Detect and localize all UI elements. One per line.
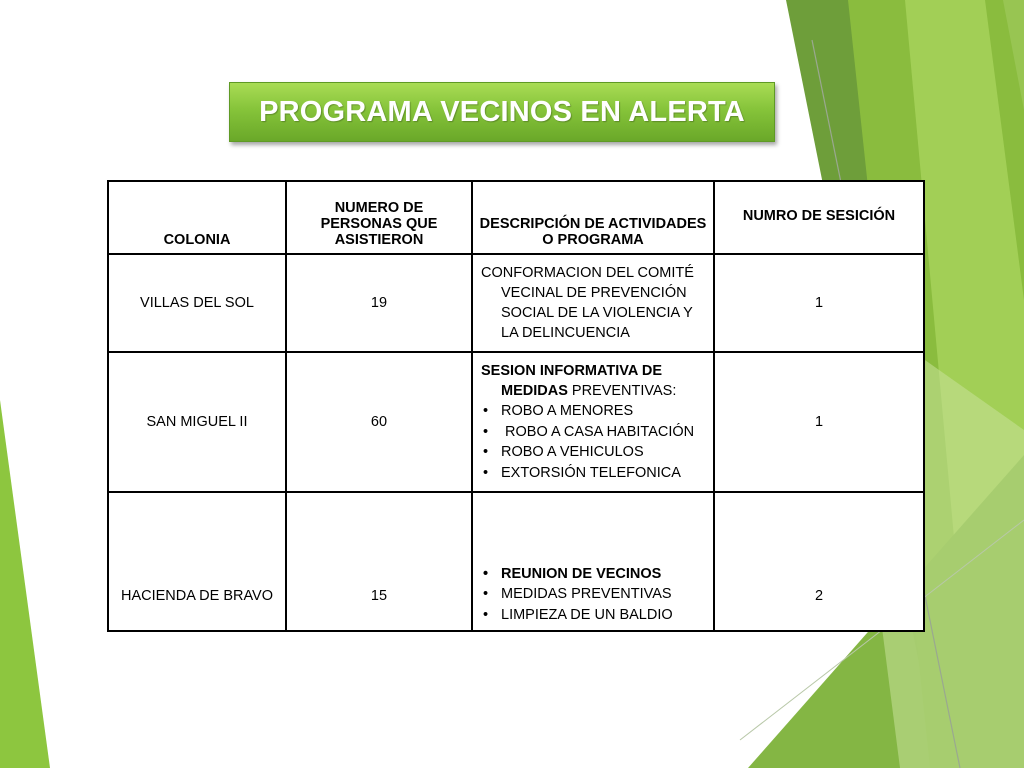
cell-colonia: HACIENDA DE BRAVO bbox=[108, 492, 286, 631]
table-header-row bbox=[108, 181, 924, 254]
descripcion-text: CONFORMACION DEL COMITÉ VECINAL DE PREVENCIÓN SOCIAL DE LA VIOLENCIA Y LA DELINCUENCIA bbox=[481, 265, 694, 341]
list-item: • ROBO A VEHICULOS bbox=[481, 442, 705, 463]
cell-colonia: SAN MIGUEL II bbox=[108, 352, 286, 492]
list-item: • LIMPIEZA DE UN BALDIO bbox=[481, 605, 705, 626]
list-item: • ROBO A MENORES bbox=[481, 401, 705, 422]
list-item: • REUNION DE VECINOS bbox=[481, 564, 705, 585]
cell-personas: 15 bbox=[286, 492, 472, 631]
cell-descripcion bbox=[472, 492, 714, 631]
table-row bbox=[108, 254, 924, 352]
header-sesion: NUMRO DE SESICIÓN bbox=[714, 181, 924, 254]
descripcion-text bbox=[481, 361, 705, 401]
left-green-sliver bbox=[0, 400, 50, 768]
bullet-list bbox=[481, 564, 705, 626]
cell-sesion: 2 bbox=[714, 492, 924, 631]
list-item: • EXTORSIÓN TELEFONICA bbox=[481, 463, 705, 484]
cell-descripcion bbox=[472, 254, 714, 352]
cell-personas: 60 bbox=[286, 352, 472, 492]
descripcion-rest: PREVENTIVAS: bbox=[567, 383, 677, 399]
activities-table bbox=[107, 180, 925, 632]
slide-title: PROGRAMA VECINOS EN ALERTA bbox=[259, 95, 745, 128]
cell-descripcion bbox=[472, 352, 714, 492]
cell-colonia: VILLAS DEL SOL bbox=[108, 254, 286, 352]
table-row bbox=[108, 492, 924, 631]
title-banner bbox=[229, 82, 775, 142]
bullet-list bbox=[481, 401, 705, 483]
cell-sesion: 1 bbox=[714, 352, 924, 492]
descripcion-bold: SESION INFORMATIVA DE MEDIDAS bbox=[481, 363, 662, 399]
list-item: • ROBO A CASA HABITACIÓN bbox=[481, 422, 705, 443]
header-colonia: COLONIA bbox=[108, 181, 286, 254]
cell-sesion: 1 bbox=[714, 254, 924, 352]
header-personas: NUMERO DE PERSONAS QUE ASISTIERON bbox=[286, 181, 472, 254]
header-descripcion: DESCRIPCIÓN DE ACTIVIDADES O PROGRAMA bbox=[472, 181, 714, 254]
list-item: • MEDIDAS PREVENTIVAS bbox=[481, 584, 705, 605]
cell-personas: 19 bbox=[286, 254, 472, 352]
table-row bbox=[108, 352, 924, 492]
